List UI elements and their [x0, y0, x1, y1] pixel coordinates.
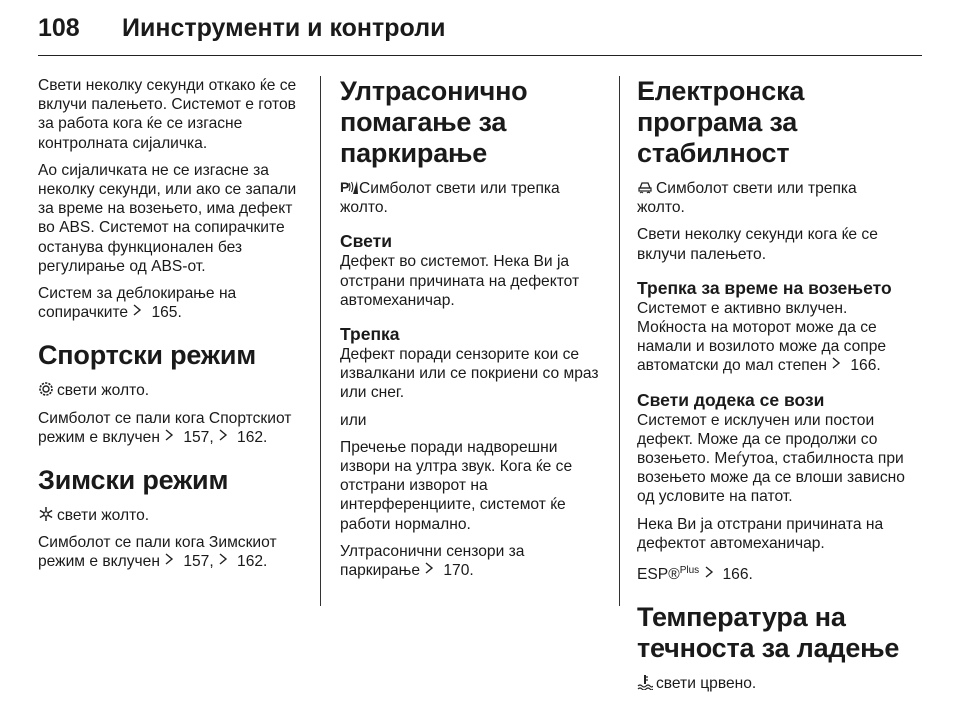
paragraph: Системот е активно вклучен.	[637, 299, 848, 317]
paragraph: P Симболот свети или трепка жолто.	[340, 179, 560, 217]
column-3	[637, 76, 907, 702]
arrow-ref-icon	[704, 565, 720, 581]
arrow-ref-icon	[164, 428, 180, 444]
subheading: Трепка за време на возењето	[637, 277, 892, 298]
section-heading: Зимски режим	[38, 465, 229, 496]
paragraph: Ао сијаличката не се изгасне за неколку секунди, или ако се запали за време на возењето, има дефект во ABS. Системот на сопирачките останува функционален без регулирање од ABS-от.	[38, 161, 297, 275]
subheading: Трепка	[340, 324, 400, 345]
paragraph: Пречење поради надворешни извори на ултра звук. Кога ќе се отстрани изворот на интерференциите, системот ќе работи нормално.	[340, 438, 573, 533]
paragraph: Дефект во системот. Нека Ви ја отстрани причината на дефектот автомеханичар.	[340, 253, 580, 309]
column-1	[38, 76, 306, 580]
header-rule	[38, 55, 922, 56]
coolant-temperature-icon	[637, 674, 653, 690]
page-header	[38, 14, 445, 43]
section-heading: Ултрасонично помагање за паркирање	[340, 76, 528, 168]
paragraph: свети црвено.	[637, 674, 907, 693]
paragraph: Симболот се пали кога Спортскиот режим е вклучен 157, 162.	[38, 409, 292, 446]
paragraph: Нека Ви ја отстрани причината на дефектот автомеханичар.	[637, 515, 884, 552]
page-reference[interactable]: 157,	[183, 428, 214, 446]
arrow-ref-icon	[218, 428, 234, 444]
paragraph: Систем за деблокирање на сопирачките 165.	[38, 285, 237, 322]
page-reference[interactable]: 157,	[183, 553, 214, 571]
paragraph: Ултрасонични сензори за паркирање 170.	[340, 542, 525, 580]
page-reference[interactable]: 162.	[237, 553, 268, 571]
subheading: Свети	[340, 231, 392, 252]
esp-icon	[637, 179, 653, 195]
arrow-ref-icon	[164, 552, 180, 568]
arrow-ref-icon	[218, 552, 234, 568]
page-number: 108	[38, 14, 80, 42]
arrow-ref-icon	[831, 356, 847, 372]
page-reference[interactable]: 162.	[237, 428, 268, 446]
section-heading: Спортски режим	[38, 340, 256, 371]
subheading: Свети додека се вози	[637, 389, 825, 410]
paragraph: Симболот се пали кога Зимскиот режим е вклучен 157, 162.	[38, 534, 277, 571]
sport-mode-icon	[38, 381, 54, 397]
paragraph: Свети неколку секунди кога ќе се вклучи палењето.	[637, 226, 878, 263]
paragraph: Симболот свети или трепка жолто.	[637, 180, 857, 217]
paragraph: ESP®$^{Plus}$ 166.	[637, 565, 753, 584]
arrow-ref-icon	[424, 561, 440, 577]
paragraph: Свети неколку секунди откако ќе се вклучи палењето. Системот е готов за работа кога ќе се изгасне контролната сијаличка.	[38, 77, 297, 152]
paragraph: свети жолто.	[38, 381, 306, 400]
column-2	[340, 76, 608, 588]
park-assist-icon	[340, 179, 356, 195]
section-heading: Температура на течноста за ладење	[637, 602, 900, 664]
paragraph: Системот е исклучен или постои дефект. Може да се продолжи со возењето. Меѓутоа, стабилноста при возењето може да се влоши зависно од условите на патот.	[637, 411, 905, 506]
svg-text:P: P	[340, 179, 350, 195]
arrow-ref-icon	[132, 303, 148, 319]
page-title: Иинструменти и контроли	[122, 14, 446, 42]
section-heading: Електронска програма за стабилност	[637, 76, 805, 168]
column-divider	[320, 76, 321, 606]
page-reference[interactable]: 166.	[850, 357, 881, 375]
page-reference[interactable]: 165.	[151, 304, 182, 322]
paragraph: или	[340, 411, 367, 429]
paragraph: Дефект поради сензорите кои се извалкани или се покриени со мраз или снег.	[340, 346, 599, 402]
page-reference[interactable]: 166.	[722, 566, 753, 584]
paragraph: Моќноста на моторот може да се намали и возилото може да сопре автоматски до мал степен 166.	[637, 319, 887, 375]
page-reference[interactable]: 170.	[443, 562, 474, 580]
snowflake-icon	[38, 506, 54, 522]
column-divider	[619, 76, 620, 606]
paragraph: свети жолто.	[38, 506, 306, 525]
